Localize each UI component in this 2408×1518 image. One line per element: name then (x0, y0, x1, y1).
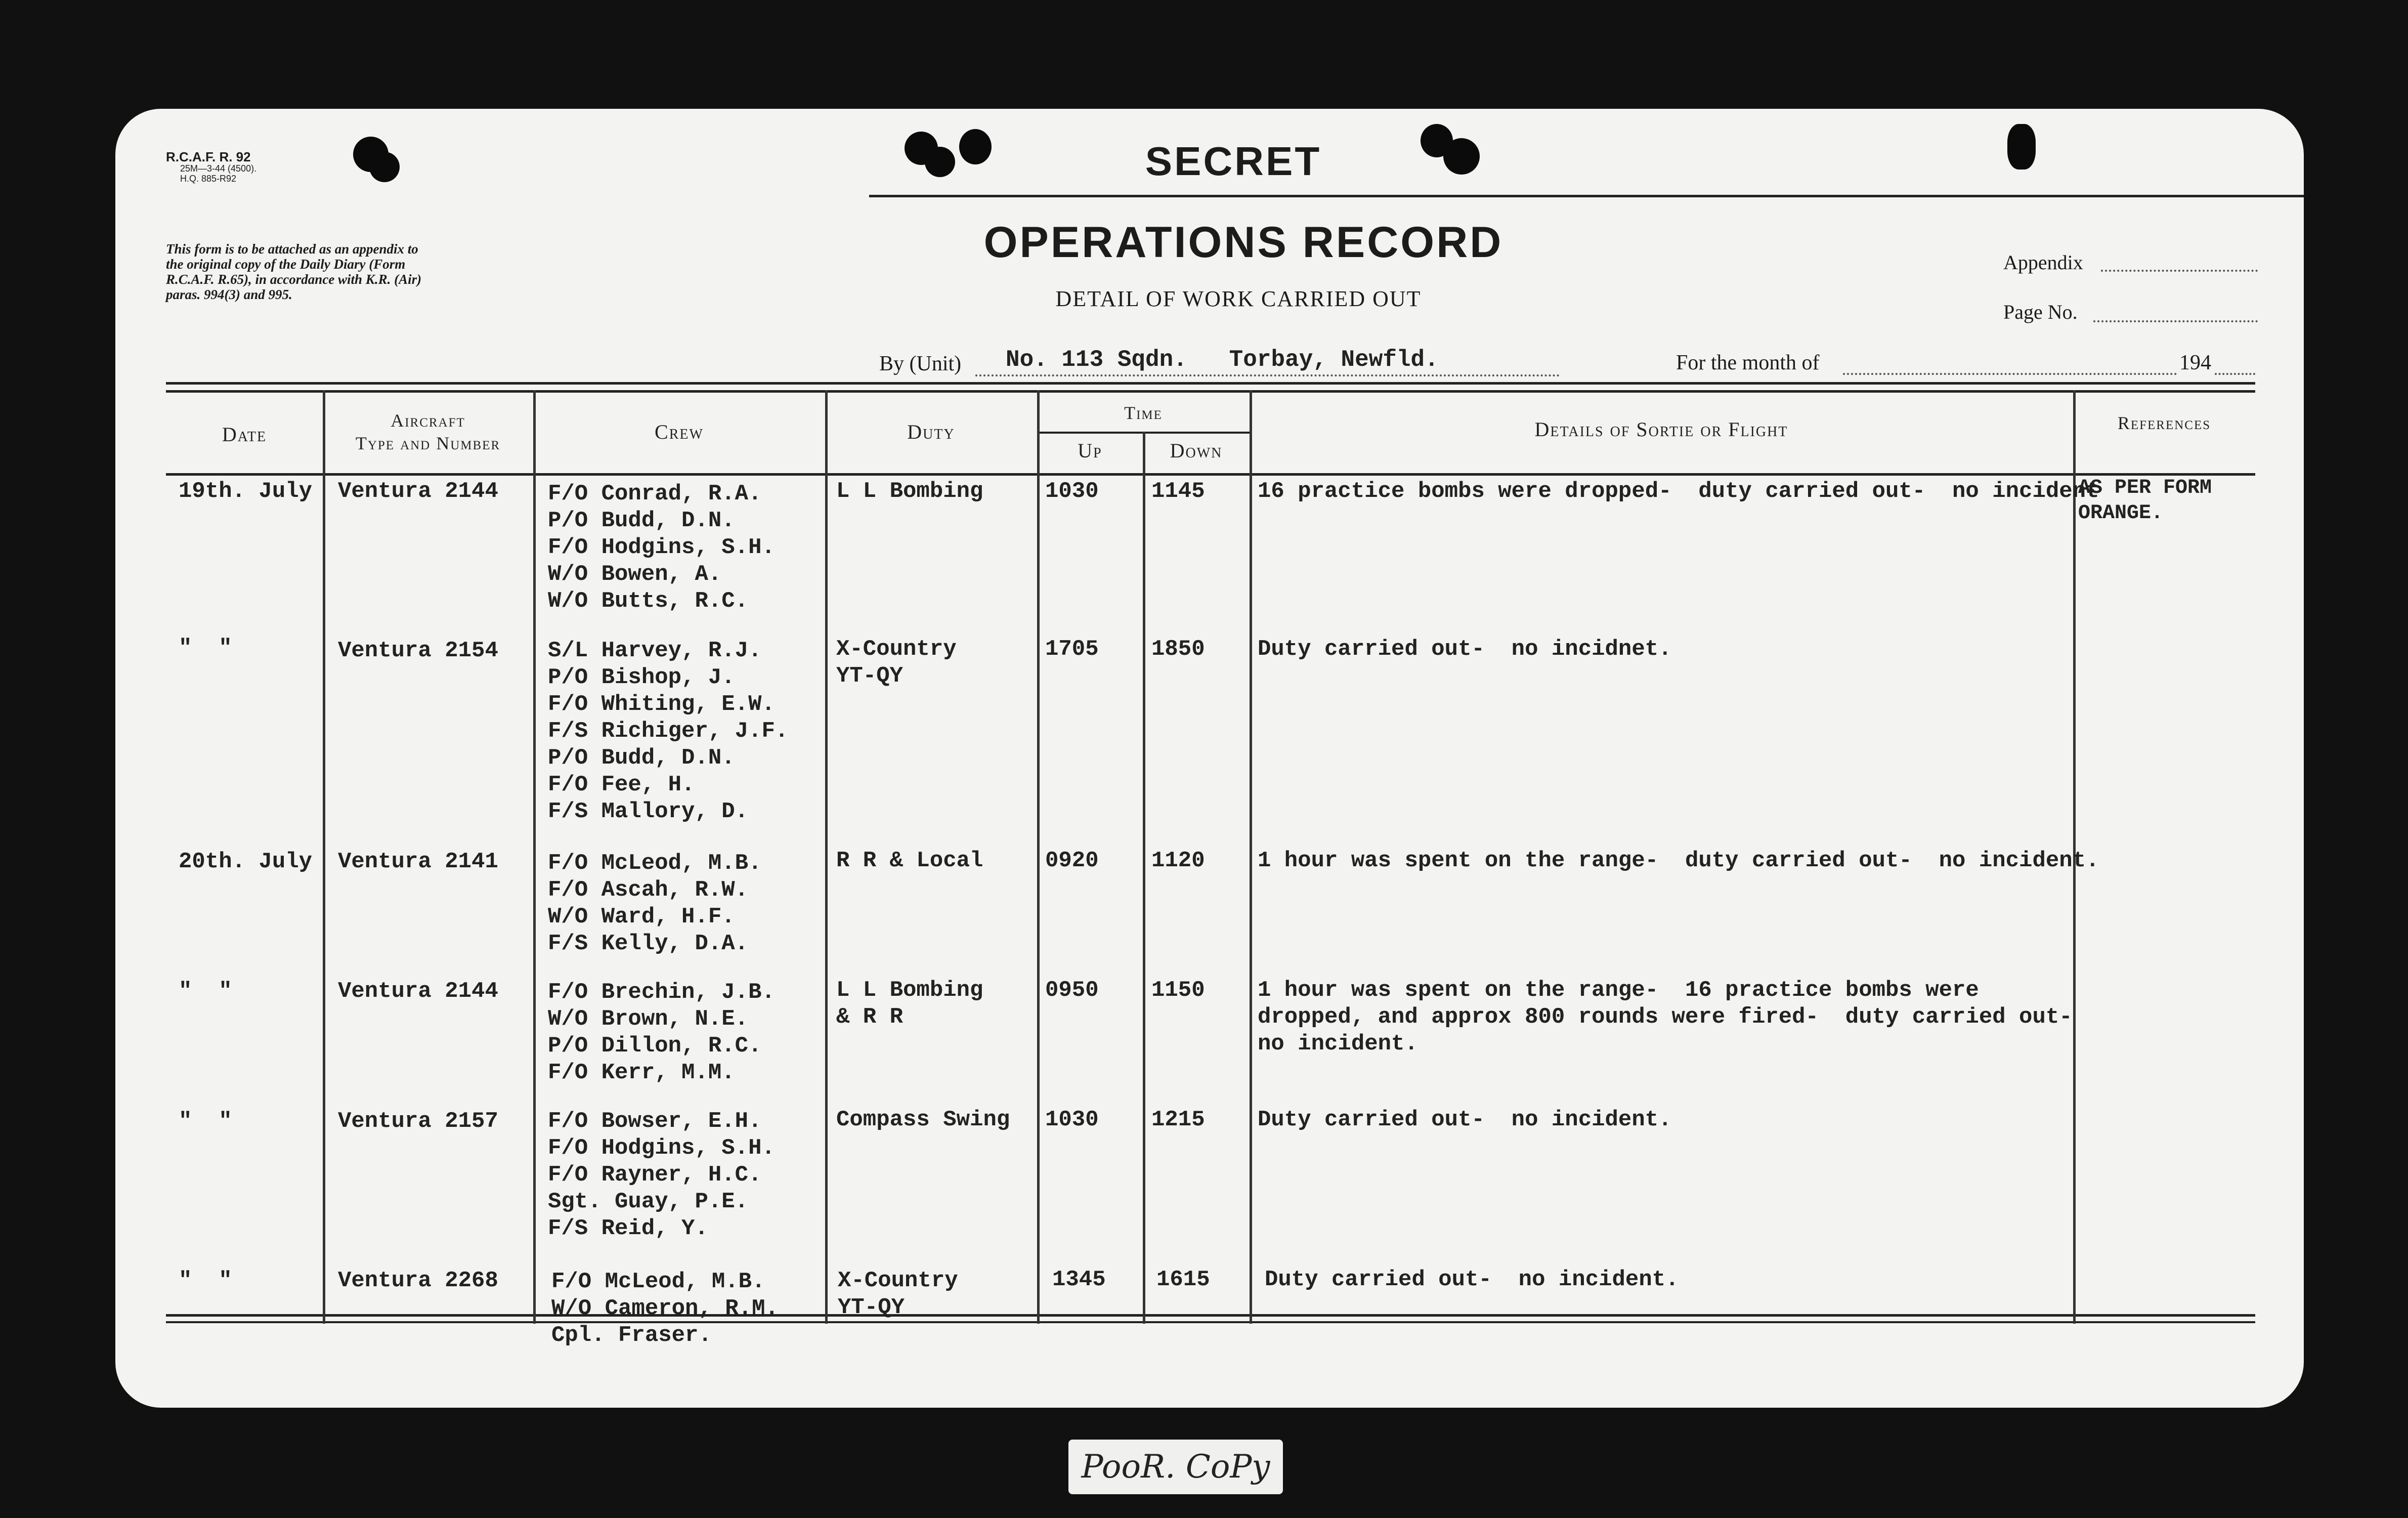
header-crew: Crew (655, 420, 704, 443)
unit-value: No. 113 Sqdn. Torbay, Newfld. (1006, 347, 1439, 373)
row-details: 1 hour was spent on the range- 16 practice bombs were dropped, and approx 800 rounds were fired- duty carried out- no incident. (1258, 978, 2073, 1057)
row-duty: X-Country YT-QY (836, 637, 957, 689)
row-date: " " (179, 1268, 232, 1293)
form-number: R.C.A.F. R. 92 (166, 149, 251, 164)
row-aircraft: Ventura 2144 (338, 979, 498, 1004)
row-duty: Compass Swing (836, 1107, 1010, 1132)
row-crew: F/O McLeod, M.B. F/O Ascah, R.W. W/O Ward, H.F. F/S Kelly, D.A. (548, 851, 762, 956)
table-bottom-rule (166, 1321, 2255, 1323)
row-down: 1850 (1151, 637, 1205, 662)
page-no-field (2093, 320, 2258, 322)
poor-copy-stamp: PooR. CoPy (1068, 1440, 1283, 1494)
column-divider (1143, 432, 1145, 1324)
row-aircraft: Ventura 2268 (338, 1268, 498, 1293)
month-field (1843, 373, 2177, 375)
page-subtitle: DETAIL OF WORK CARRIED OUT (1055, 286, 1422, 311)
row-details: Duty carried out- no incident. (1258, 1107, 1672, 1132)
page-title: OPERATIONS RECORD (983, 218, 1503, 267)
unit-label: By (Unit) (879, 352, 962, 375)
instructions: This form is to be attached as an appendix to the original copy of the Daily Diary (Form R.C.A.F. R.65), in accordance with K.R. (Air) paras. 994(3) and 995. (166, 241, 422, 302)
divider (869, 195, 2304, 197)
month-label: For the month of (1676, 351, 1820, 374)
row-crew: F/O Conrad, R.A. P/O Budd, D.N. F/O Hodgins, S.H. W/O Bowen, A. W/O Butts, R.C. (548, 481, 775, 614)
row-duty: L L Bombing (836, 479, 983, 504)
row-up: 1705 (1045, 637, 1099, 662)
operations-record-form (115, 109, 2304, 1408)
header-time: Time (1124, 403, 1163, 423)
punch-hole (925, 147, 955, 177)
row-down: 1215 (1151, 1107, 1205, 1132)
row-aircraft: Ventura 2141 (338, 849, 498, 874)
column-divider (323, 390, 325, 1324)
row-duty: X-Country YT-QY (838, 1268, 958, 1320)
header-details: Details of Sortie or Flight (1534, 418, 1788, 441)
row-down: 1615 (1156, 1267, 1210, 1292)
row-date: " " (179, 1109, 232, 1134)
header-references: References (2117, 413, 2211, 433)
row-down: 1150 (1151, 978, 1205, 1003)
appendix-label: Appendix (2003, 251, 2083, 274)
hq-reference: H.Q. 885-R92 (180, 174, 237, 184)
row-duty: L L Bombing & R R (836, 978, 983, 1030)
row-up: 1345 (1052, 1267, 1106, 1292)
header-aircraft: Aircraft (391, 410, 465, 431)
header-duty: Duty (907, 420, 955, 443)
row-date: 19th. July (179, 479, 313, 504)
appendix-field (2101, 270, 2258, 272)
column-divider (825, 390, 828, 1324)
header-down: Down (1170, 439, 1223, 462)
row-down: 1120 (1151, 848, 1205, 873)
row-details: Duty carried out- no incidnet. (1258, 637, 1672, 662)
row-up: 1030 (1045, 479, 1099, 504)
row-date: " " (179, 979, 232, 1004)
row-crew: F/O Brechin, J.B. W/O Brown, N.E. P/O Dillon, R.C. F/O Kerr, M.M. (548, 980, 775, 1085)
header-aircraft-sub: Type and Number (355, 433, 501, 453)
punch-hole (369, 152, 400, 182)
row-details: 1 hour was spent on the range- duty carried out- no incident. (1258, 848, 2099, 873)
unit-field (975, 374, 1560, 376)
row-details: Duty carried out- no incident. (1265, 1267, 1679, 1292)
row-aircraft: Ventura 2157 (338, 1109, 498, 1134)
row-down: 1145 (1151, 479, 1205, 504)
year-field (2215, 373, 2255, 375)
table-top-rule (166, 382, 2255, 385)
row-aircraft: Ventura 2154 (338, 638, 498, 663)
row-date: 20th. July (179, 849, 313, 874)
punch-hole (1443, 138, 1480, 175)
row-up: 1030 (1045, 1107, 1099, 1132)
row-up: 0920 (1045, 848, 1099, 873)
row-crew: F/O McLeod, M.B. W/O Cameron, R.M. Cpl. Fraser. (551, 1269, 779, 1348)
header-bottom-rule (166, 473, 2255, 476)
page-no-label: Page No. (2003, 301, 2078, 323)
punch-hole (959, 129, 992, 164)
row-crew: F/O Bowser, E.H. F/O Hodgins, S.H. F/O Rayner, H.C. Sgt. Guay, P.E. F/S Reid, Y. (548, 1109, 775, 1241)
row-references: AS PER FORM ORANGE. (2078, 477, 2212, 525)
punch-hole (2007, 124, 2036, 170)
row-date: " " (179, 636, 232, 661)
row-details: 16 practice bombs were dropped- duty carried out- no incident (1258, 479, 2099, 504)
row-aircraft: Ventura 2144 (338, 479, 498, 504)
column-divider (533, 390, 536, 1324)
row-crew: S/L Harvey, R.J. P/O Bishop, J. F/O Whiting, E.W. F/S Richiger, J.F. P/O Budd, D.N. F/O Fee, H. F/S Mallory, D. (548, 638, 789, 824)
column-divider (1037, 390, 1040, 1324)
print-code: 25M—3-44 (4500). (180, 163, 257, 174)
column-divider (1250, 390, 1252, 1324)
header-date: Date (222, 423, 267, 446)
row-duty: R R & Local (836, 848, 983, 873)
year-prefix: 194 (2179, 351, 2211, 374)
classification: SECRET (1145, 139, 1322, 184)
table-top-rule (166, 390, 2255, 393)
row-up: 0950 (1045, 978, 1099, 1003)
header-up: Up (1078, 439, 1102, 462)
table-bottom-rule (166, 1314, 2255, 1317)
